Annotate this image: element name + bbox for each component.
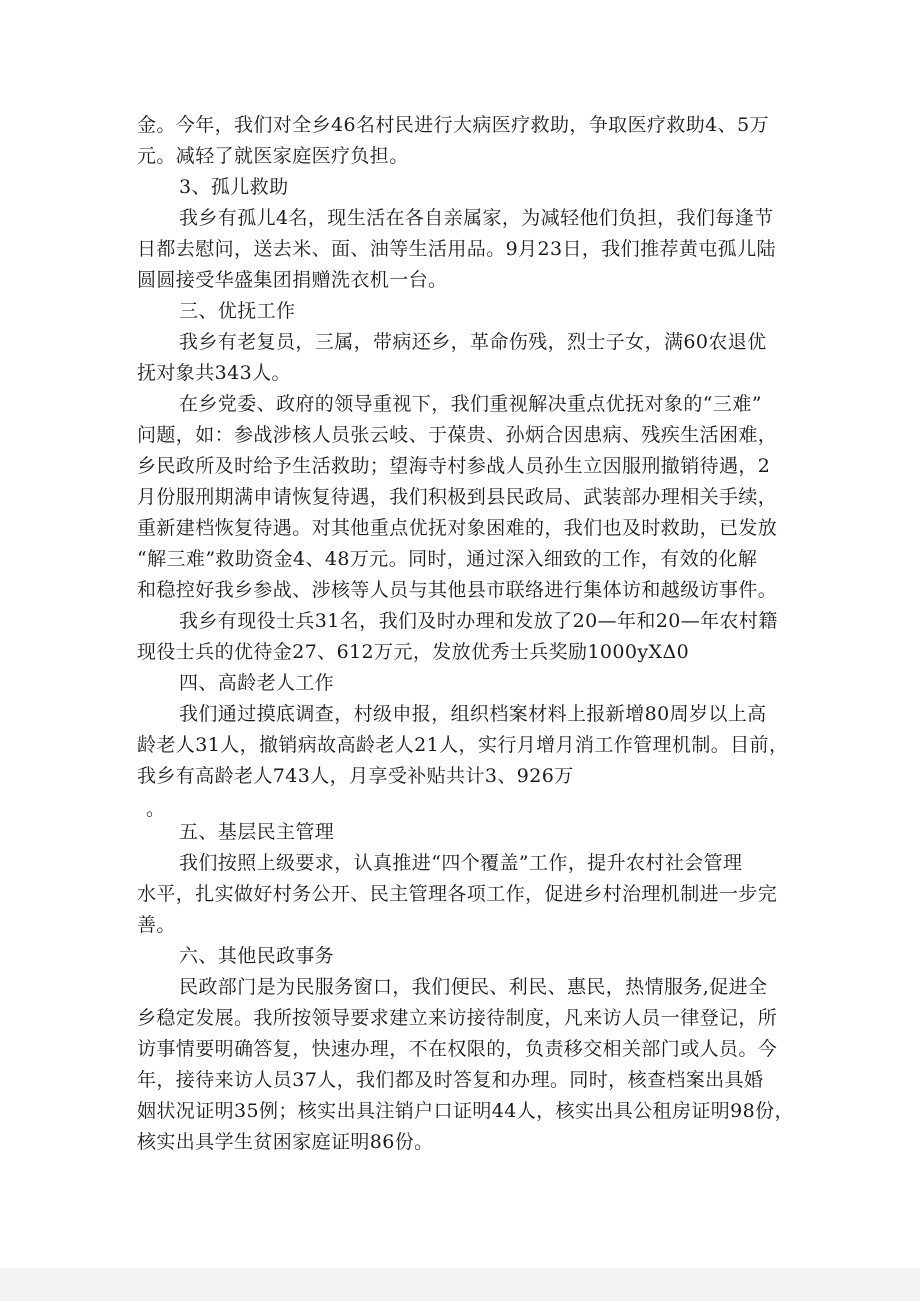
- text-line: 在乡党委、政府的领导重视下，我们重视解决重点优抚对象的“三难”: [179, 393, 762, 415]
- section-heading: 三、优抚工作: [179, 300, 296, 322]
- text-line: 访事情要明确答复，快速办理，不在权限的，负责移交相关部门或人员。今: [137, 1038, 778, 1060]
- text-line: 我乡有高龄老人743人，月享受补贴共计3、926万: [137, 765, 574, 787]
- text-line: 现役士兵的优待金27、612万元，发放优秀士兵奖励1000yXΔ0: [137, 641, 690, 663]
- text-line: 月份服刑期满申请恢复待遇，我们积极到县民政局、武装部办理相关手续，: [137, 486, 778, 508]
- text-line: 抚对象共343人。: [137, 362, 291, 384]
- text-line: 龄老人31人，撤销病故高龄老人21人，实行月增月消工作管理机制。目前，: [137, 734, 789, 756]
- text-line: 我乡有老复员，三属，带病还乡，革命伤残，烈士子女，满60农退优: [179, 331, 767, 353]
- text-line: 日都去慰问，送去米、面、油等生活用品。9月23日，我们推荐黄屯孤儿陆: [137, 238, 776, 260]
- text-line: 我乡有孤儿4名，现生活在各自亲属家，为减轻他们负担，我们每逢节: [179, 207, 774, 229]
- text-line: 。: [146, 798, 166, 820]
- text-line: 我们按照上级要求，认真推进“四个覆盖”工作，提升农村社会管理: [179, 852, 743, 874]
- section-heading: 四、高龄老人工作: [179, 672, 335, 694]
- text-line: 姻状况证明35例；核实出具注销户口证明44人，核实出具公租房证明98份，: [137, 1100, 794, 1122]
- text-line: 和稳控好我乡参战、涉核等人员与其他县市联络进行集体访和越级访事件。: [137, 579, 778, 601]
- text-line: 民政部门是为民服务窗口，我们便民、利民、惠民，热情服务,促进全: [179, 976, 768, 998]
- text-line: 核实出具学生贫困家庭证明86份。: [137, 1131, 434, 1153]
- text-line: 问题，如：参战涉核人员张云岐、于葆贵、孙炳合因患病、残疾生活困难，: [137, 424, 778, 446]
- section-heading: 3、孤儿救助: [179, 176, 289, 198]
- text-line: 水平，扎实做好村务公开、民主管理各项工作，促进乡村治理机制进一步完: [137, 883, 778, 905]
- section-heading: 五、基层民主管理: [179, 821, 335, 843]
- text-line: 元。减轻了就医家庭医疗负担。: [137, 145, 409, 167]
- text-line: 金。今年，我们对全乡46名村民进行大病医疗救助，争取医疗救助4、5万: [137, 114, 769, 136]
- text-line: 重新建档恢复待遇。对其他重点优抚对象困难的，我们也及时救助，已发放: [137, 517, 778, 539]
- text-line: 我们通过摸底调查，村级申报，组织档案材料上报新增80周岁以上高: [179, 703, 767, 725]
- text-line: 善。: [137, 914, 176, 936]
- text-line: 圆圆接受华盛集团捐赠洗衣机一台。: [137, 269, 448, 291]
- text-line: “解三难”救助资金4、48万元。同时，通过深入细致的工作，有效的化解: [137, 548, 758, 570]
- text-line: 我乡有现役士兵31名，我们及时办理和发放了20—年和20—年农村籍: [179, 610, 778, 632]
- text-line: 乡民政所及时给予生活救助；望海寺村参战人员孙生立因服刑撤销待遇，2: [137, 455, 771, 477]
- text-line: 乡稳定发展。我所按领导要求建立来访接待制度，凡来访人员一律登记，所: [137, 1007, 778, 1029]
- page-bottom-band: [0, 1268, 920, 1301]
- text-line: 年，接待来访人员37人，我们都及时答复和办理。同时，核查档案出具婚: [137, 1069, 764, 1091]
- section-heading: 六、其他民政事务: [179, 945, 335, 967]
